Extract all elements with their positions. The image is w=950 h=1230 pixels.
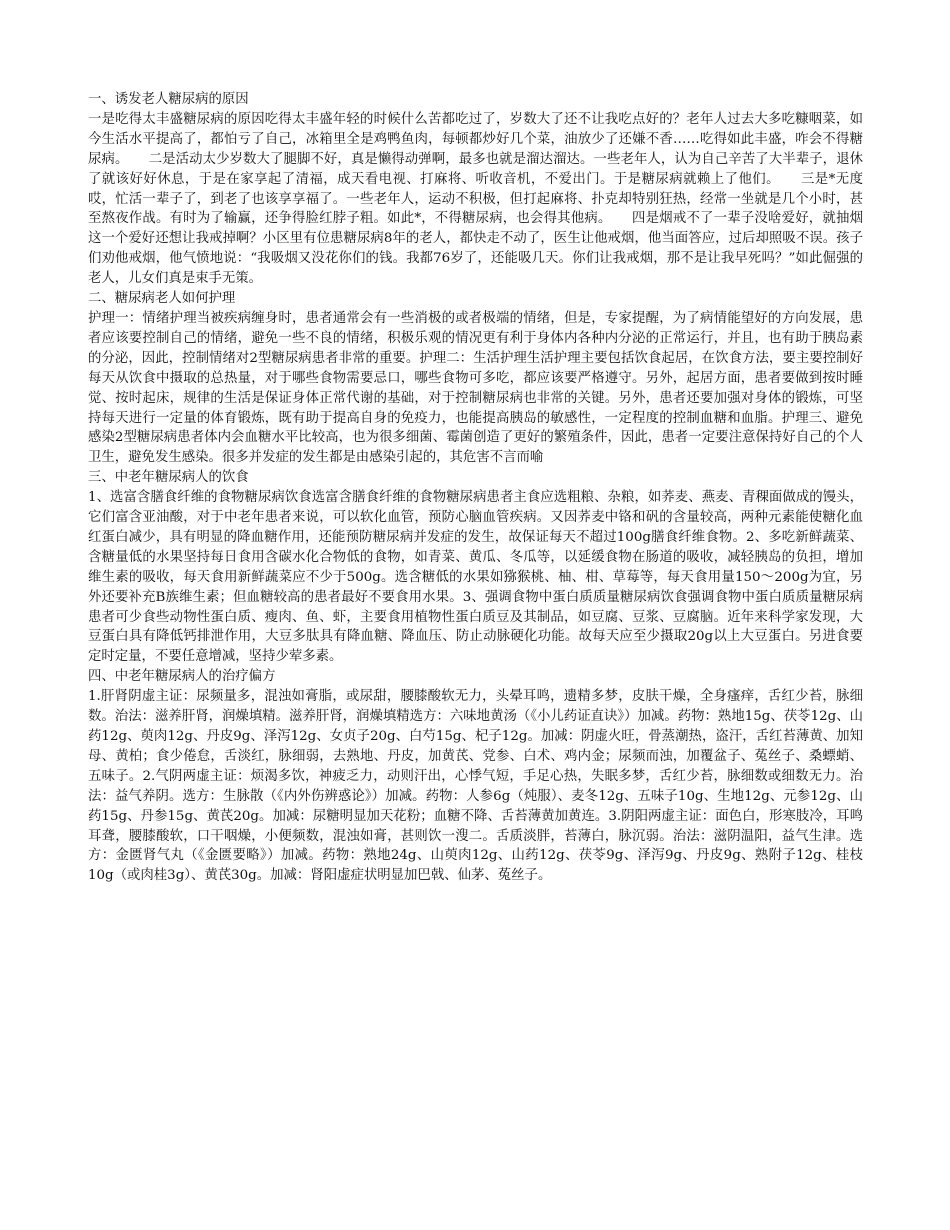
section-body-causes: 一是吃得太丰盛糖尿病的原因吃得太丰盛年轻的时候什么苦都吃过了，岁数大了还不让我吃点好的？老年人过去大多吃糠咽菜，如今生活水平提高了，都怕亏了自己，冰箱里全是鸡鸭鱼肉，每顿都炒好几个菜，油放少了还嫌不香……吃得如此丰盛，咋会不得糖尿病。 二是活动太少岁数大了腿脚不好，真是懒得动弹啊，最多也就是溜达溜达。一些老年人，认为自己辛苦了大半辈子，退休了就该好好休息，于是在家享起了清福，成天看电视、打麻将、听收音机，不爱出门。于是糖尿病就赖上了他们。 三是*无度哎，忙活一辈子了，到老了也该享享福了。一些老年人，运动不积极，但打起麻将、扑克却特别狂热，经常一坐就是几个小时，甚至熬夜作战。有时为了输赢，还争得脸红脖子粗。如此*，不得糖尿病，也会得其他病。 四是烟戒不了一辈子没啥爱好，就抽烟这一个爱好还想让我戒掉啊？小区里有位患糖尿病8年的老人，都快走不动了，医生让他戒烟，他当面答应，过后却照吸不误。孩子们劝他戒烟，他气愤地说：“我吸烟又没花你们的钱。我都76岁了，还能吸几天。你们让我戒烟，那不是让我早死吗？”如此倔强的老人，儿女们真是束手无策。 [88, 111, 863, 287]
section-heading-remedies: 四、中老年糖尿病人的治疗偏方 [88, 669, 276, 685]
section-causes [88, 90, 863, 289]
section-remedies [88, 667, 863, 886]
section-body-diet: 1、选富含膳食纤维的食物糖尿病饮食选富含膳食纤维的食物糖尿病患者主食应选粗粮、杂粮，如荞麦、燕麦、青稞面做成的馒头，它们富含亚油酸，对于中老年患者来说，可以软化血管，预防心脑血管疾病。又因荞麦中铬和矾的含量较高，两种元素能使糖化血红蛋白减少，具有明显的降血糖作用，还能预防糖尿病并发症的发生，故保证每天不超过100g膳食纤维食物。2、多吃新鲜蔬菜、含糖量低的水果坚持每日食用含碳水化合物低的食物，如青菜、黄瓜、冬瓜等，以延缓食物在肠道的吸收，减轻胰岛的负担，增加维生素的吸收，每天食用新鲜蔬菜应不少于500g。选含糖低的水果如猕猴桃、柚、柑、草莓等，每天食用量150～200g为宜，另外还要补充B族维生素；但血糖较高的患者最好不要食用水果。3、强调食物中蛋白质质量糖尿病饮食强调食物中蛋白质质量糖尿病患者可少食些动物性蛋白质、瘦肉、鱼、虾，主要食用植物性蛋白质豆及其制品，如豆腐、豆浆、豆腐脑。近年来科学家发现，大豆蛋白具有降低钙排泄作用，大豆多肽具有降血糖、降血压、防止动脉硬化功能。故每天应至少摄取20g以上大豆蛋白。另进食要定时定量，不要任意增减，坚持少荤多素。 [88, 490, 863, 665]
document-page [88, 90, 863, 886]
section-heading-diet: 三、中老年糖尿病人的饮食 [88, 470, 249, 486]
section-care [88, 289, 863, 468]
section-body-remedies: 1.肝肾阴虚主证：尿频量多，混浊如膏脂，或尿甜，腰膝酸软无力，头晕耳鸣，遗精多梦，皮肤干燥，全身瘙痒，舌红少苔，脉细数。治法：滋养肝肾，润燥填精。滋养肝肾，润燥填精选方：六味地黄汤（《小儿药证直诀》）加减。药物：熟地15g、茯苓12g、山药12g、萸肉12g、丹皮9g、泽泻12g、女贞子20g、白芍15g、杞子12g。加减：阴虚火旺，骨蒸潮热，盗汗，舌红苔薄黄、加知母、黄柏；食少倦怠，舌淡红，脉细弱，去熟地、丹皮，加黄芪、党参、白术、鸡内金；尿频而浊，加覆盆子、菟丝子、桑螵蛸、五味子。2.气阴两虚主证：烦渴多饮，神疲乏力，动则汗出，心悸气短，手足心热，失眠多梦，舌红少苔，脉细数或细数无力。治法：益气养阴。选方：生脉散（《内外伤辨惑论》）加减。药物：人参6g（炖服）、麦冬12g、五味子10g、生地12g、元参12g、山药15g、丹参15g、黄芪20g。加减：尿糖明显加天花粉；血糖不降、舌苔薄黄加黄连。3.阴阳两虚主证：面色白，形寒肢冷，耳鸣耳聋，腰膝酸软，口干咽燥，小便频数，混浊如膏，甚则饮一溲二。舌质淡胖，苔薄白，脉沉弱。治法：滋阴温阳，益气生津。选方：金匮肾气丸（《金匮要略》）加减。药物：熟地24g、山萸肉12g、山药12g、茯苓9g、泽泻9g、丹皮9g、熟附子12g、桂枝10g（或肉桂3g）、黄芪30g。加减：肾阳虚症状明显加巴戟、仙茅、菟丝子。 [88, 689, 863, 884]
section-heading-care: 二、糖尿病老人如何护理 [88, 291, 236, 307]
section-heading-causes: 一、诱发老人糖尿病的原因 [88, 92, 249, 107]
section-diet [88, 468, 863, 667]
section-body-care: 护理一：情绪护理当被疾病缠身时，患者通常会有一些消极的或者极端的情绪，但是，专家提醒，为了病情能望好的方向发展，患者应该要控制自己的情绪，避免一些不良的情绪，积极乐观的情况更有利于身体内各种内分泌的正常运行，并且，也有助于胰岛素的分泌，因此，控制情绪对2型糖尿病患者非常的重要。护理二：生活护理生活护理主要包括饮食起居，在饮食方法，要主要控制好每天从饮食中摄取的总热量，对于哪些食物需要忌口，哪些食物可多吃，都应该要严格遵守。另外，起居方面，患者要做到按时睡觉、按时起床，规律的生活是保证身体正常代谢的基础，对于控制糖尿病也非常的关键。另外，患者还要加强对身体的锻炼，可坚持每天进行一定量的体育锻炼，既有助于提高自身的免疫力，也能提高胰岛的敏感性，一定程度的控制血糖和血脂。护理三、避免感染2型糖尿病患者体内会血糖水平比较高，也为很多细菌、霉菌创造了更好的繁殖条件，因此，患者一定要注意保持好自己的个人卫生，避免发生感染。很多并发症的发生都是由感染引起的，其危害不言而喻 [88, 310, 863, 466]
